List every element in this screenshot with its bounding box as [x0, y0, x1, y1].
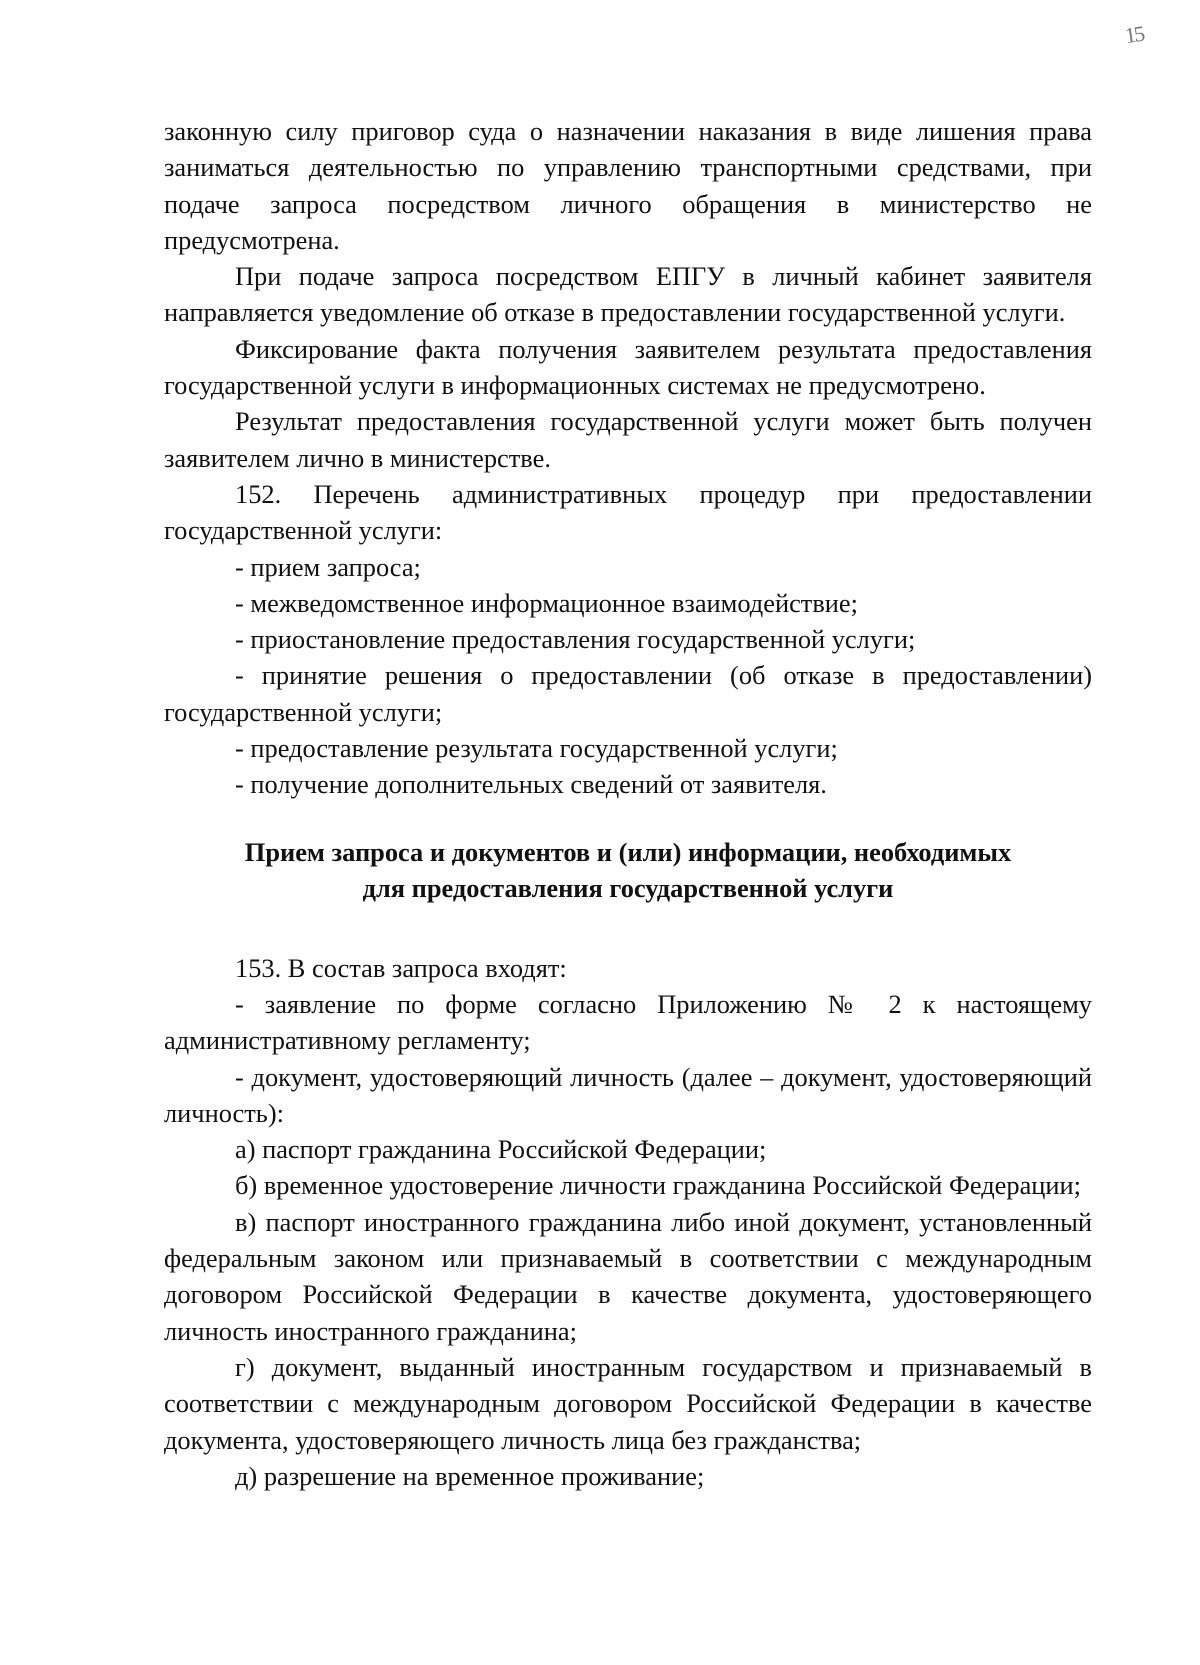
paragraph: Результат предоставления государственной услуги может быть получен заявителем лично в министерстве.	[164, 406, 1092, 473]
paragraph: законную силу приговор суда о назначении наказания в виде лишения права заниматься деятельностью по управлению транспортными средствами, при подаче запроса посредством личного обращения в министерство не предусмотрена.	[164, 116, 1092, 255]
list-item: - принятие решения о предоставлении (об отказе в предоставлении) государственной услуги;	[164, 660, 1092, 727]
list-item: - документ, удостоверяющий личность (далее – документ, удостоверяющий личность):	[164, 1061, 1092, 1128]
list-item: г) документ, выданный иностранным государством и признаваемый в соответствии с международным договором Российской Федерации в качестве документа, удостоверяющего личность лица без гражданства;	[164, 1351, 1092, 1455]
list-item: - приостановление предоставления государственной услуги;	[235, 624, 916, 655]
list-item: - получение дополнительных сведений от заявителя.	[235, 769, 827, 800]
list-item: - прием запроса;	[235, 551, 421, 582]
list-item: а) паспорт гражданина Российской Федерации;	[235, 1134, 767, 1165]
list-item: д) разрешение на временное проживание;	[235, 1460, 705, 1491]
section-heading	[164, 834, 1092, 907]
list-item: б) временное удостоверение личности гражданина Российской Федерации;	[235, 1170, 1081, 1201]
paragraph: 153. В состав запроса входят:	[235, 952, 567, 983]
list-item: - заявление по форме согласно Приложению № 2 к настоящему административному регламенту;	[164, 988, 1092, 1056]
list-item: - межведомственное информационное взаимодействие;	[235, 587, 858, 618]
paragraph: При подаче запроса посредством ЕПГУ в личный кабинет заявителя направляется уведомление об отказе в предоставлении государственной услуги.	[164, 261, 1092, 328]
document-body	[164, 113, 1092, 1494]
paragraph: 152. Перечень административных процедур при предоставлении государственной услуги:	[164, 478, 1092, 546]
page-number-mark: 15	[1123, 20, 1145, 49]
list-item: - предоставление результата государственной услуги;	[235, 733, 838, 764]
section-heading-line-2: для предоставления государственной услуги	[362, 873, 894, 904]
paragraph: Фиксирование факта получения заявителем результата предоставления государственной услуги в информационных системах не предусмотрено.	[164, 333, 1092, 401]
list-item: в) паспорт иностранного гражданина либо иной документ, установленный федеральным законом или признаваемый в соответствии с международным договором Российской Федерации в качестве документа, удостоверяющего личность иностранного гражданина;	[164, 1206, 1092, 1346]
section-heading-line-1: Прием запроса и документов и (или) информации, необходимых	[244, 836, 1012, 867]
